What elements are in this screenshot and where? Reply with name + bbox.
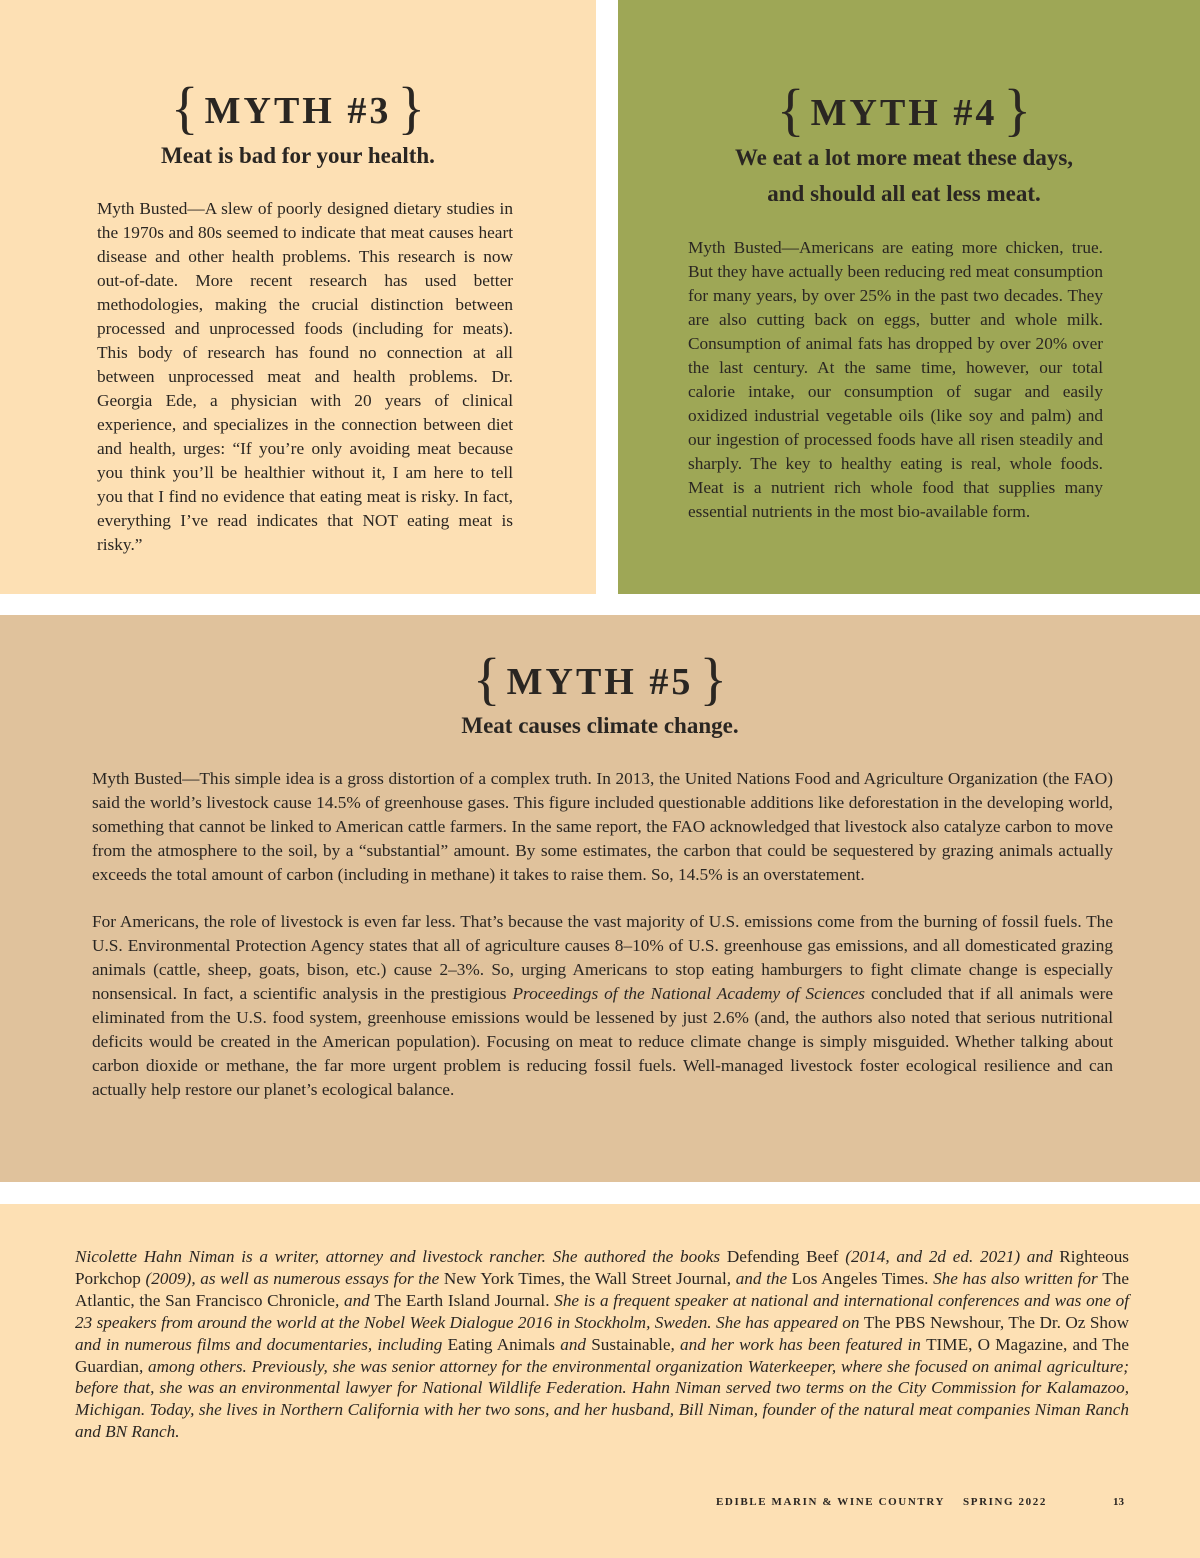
myth-3-panel [0,0,596,594]
myth-4-claim [608,140,1200,212]
journal-title: Proceedings of the National Academy of Sciences [512,984,866,1003]
open-brace: { [170,75,199,140]
issue-label: SPRING 2022 [963,1496,1047,1508]
page-number: 13 [1113,1496,1124,1508]
myth-4-body [688,236,1103,524]
author-bio-paragraph: Nicolette Hahn Niman is a writer, attorney and livestock rancher. She authored the books Defending Beef (2014, and 2d ed. 2021) and Righteous Porkchop (2009), as well as numerous essays for the New York Times, the Wall Street Journal, and the Los Angeles Times. She has also written for The Atlantic, the San Francisco Chronicle, and The Earth Island Journal. She is a frequent speaker at national and international conferences and was one of 23 speakers from around the world at the Nobel Week Dialogue 2016 in Stockholm, Sweden. She has appeared on The PBS Newshour, The Dr. Oz Show and in numerous films and documentaries, including Eating Animals and Sustainable, and her work has been featured in TIME, O Magazine, and The Guardian, among others. Previously, she was senior attorney for the environmental organization Waterkeeper, where she focused on animal agriculture; before that, she was an environmental lawyer for National Wildlife Federation. Hahn Niman served two terms on the City Commission for Kalamazoo, Michigan. Today, she lives in Northern California with her two sons, and her husband, Bill Niman, founder of the natural meat companies Niman Ranch and BN Ranch. [75,1247,1129,1442]
myth-5-paragraph-2: For Americans, the role of livestock is even far less. That’s because the vast majority of U.S. emissions come from the burning of fossil fuels. The U.S. Environmental Protection Agency states that all of agriculture causes 8–10% of U.S. greenhouse gas emissions, and all domesticated grazing animals (cattle, sheep, goats, bison, etc.) cause 2–3%. So, urging Americans to stop eating hamburgers to fight climate change is especially nonsensical. In fact, a scientific analysis in the prestigious Proceedings of the National Academy of Sciences concluded that if all animals were eliminated from the U.S. food system, greenhouse emissions would be lessened by just 2.6% (and, the authors also noted that serious nutritional deficits would be created in the American population). Focusing on meat to reduce climate change is simply misguided. Whether talking about carbon dioxide or methane, the far more urgent problem is reducing fossil fuels. Well-managed livestock foster ecological resilience and can actually help restore our planet’s ecological balance. [92,912,1113,1099]
open-brace: { [472,646,501,711]
myth-4-claim-line-2: and should all eat less meat. [767,181,1041,206]
myth-4-title: MYTH #4 [810,92,998,134]
myth-5-title: MYTH #5 [506,661,694,703]
author-bio [75,1246,1129,1443]
close-brace: } [699,646,728,711]
myth-4-panel [618,0,1200,594]
myth-5-heading [0,645,1200,712]
myth-3-paragraph: Myth Busted—A slew of poorly designed dietary studies in the 1970s and 80s seemed to indicate that meat causes heart disease and other health problems. This research is now out-of-date. More recent research has used better methodologies, making the crucial distinction between processed and unprocessed foods (including for meats). This body of research has found no connection at all between unprocessed meat and health problems. Dr. Georgia Ede, a physician with 20 years of clinical experience, and specializes in the connection between diet and health, urges: “If you’re only avoiding meat because you think you’ll be healthier without it, I am here to tell you that I find no evidence that eating meat is risky. In fact, everything I’ve read indicates that NOT eating meat is risky.” [97,199,513,554]
myth-4-paragraph: Myth Busted—Americans are eating more chicken, true. But they have actually been reducing red meat consumption for many years, by over 25% in the past two decades. They are also cutting back on eggs, butter and whole milk. Consumption of animal fats has dropped by over 20% over the last century. At the same time, however, our total calorie intake, our consumption of sugar and easily oxidized industrial vegetable oils (like soy and palm) and our ingestion of processed foods have all risen steadily and sharply. The key to healthy eating is real, whole foods. Meat is a nutrient rich whole food that supplies many essential nutrients in the most bio-available form. [688,238,1103,521]
myth-3-heading [0,74,596,141]
myth-3-title: MYTH #3 [204,90,392,132]
close-brace: } [397,75,426,140]
myth-3-claim: Meat is bad for your health. [161,143,435,168]
myth-5-claim: Meat causes climate change. [461,713,739,738]
myth-4-heading [608,76,1200,143]
myth-4-claim-line-1: We eat a lot more meat these days, [734,145,1074,170]
open-brace: { [776,77,805,142]
myth-3-body [97,197,513,557]
close-brace: } [1003,77,1032,142]
myth-5-paragraph-1: Myth Busted—This simple idea is a gross distortion of a complex truth. In 2013, the United Nations Food and Agriculture Organization (the FAO) said the world’s livestock cause 14.5% of greenhouse gases. This figure included questionable additions like deforestation in the developing world, something that cannot be linked to American cattle farmers. In the same report, the FAO acknowledged that livestock also catalyze carbon to move from the atmosphere to the soil, by a “substantial” amount. By some estimates, the carbon that could be sequestered by grazing animals actually exceeds the total amount of carbon (including in methane) it takes to raise them. So, 14.5% is an overstatement. [92,769,1113,884]
publication-name: EDIBLE MARIN & WINE COUNTRY [716,1496,946,1508]
myth-5-panel [0,615,1200,1182]
myth-5-body [92,767,1113,1102]
page-footer [716,1496,1065,1508]
